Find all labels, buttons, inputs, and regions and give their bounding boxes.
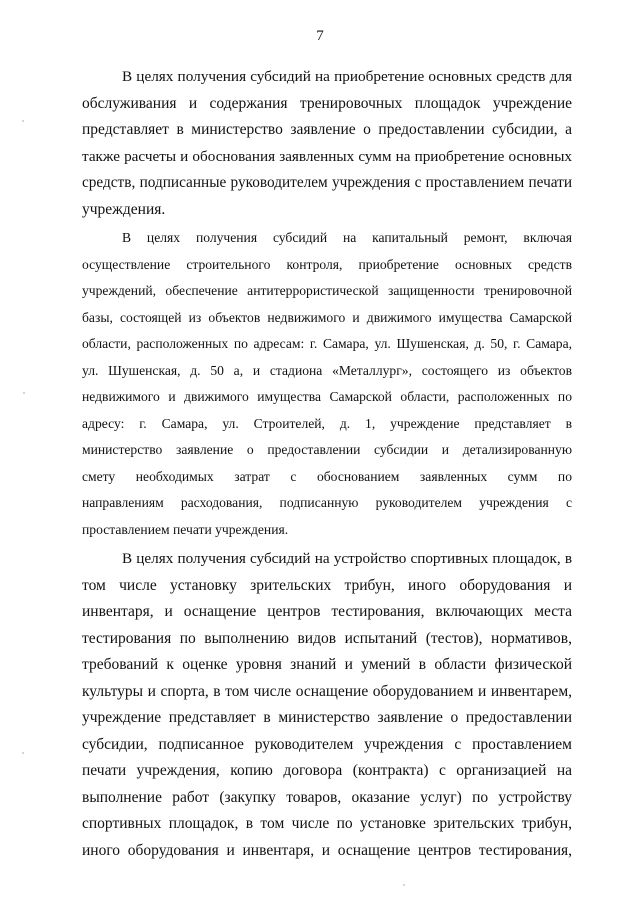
scan-speck [22, 120, 24, 122]
text-line: обслуживания и содержания тренировочных площадок учреждение [82, 94, 572, 112]
text-line: области, расположенных по адресам: г. Самара, ул. Шушенская, д. 50, г. Самара, [82, 336, 572, 351]
scan-speck [23, 392, 25, 394]
text-line: учреждение представляет в министерство заявление о предоставлении [82, 709, 572, 726]
text-line: субсидии, подписанное руководителем учреждения с проставлением [82, 735, 572, 753]
scan-speck [22, 752, 24, 754]
page-number: 7 [316, 28, 324, 44]
text-line: осуществление строительного контроля, приобретение основных средств [82, 256, 572, 272]
paragraph-fixed-assets [82, 64, 572, 223]
text-line: печати учреждения, копию договора (контракта) с организацией на [82, 762, 572, 779]
text-line: представляет в министерство заявление о предоставлении субсидии, а [82, 121, 572, 138]
text-line: культуры и спорта, в том числе оснащение оборудованием и инвентарем, [82, 682, 572, 700]
text-line: министерство заявление о предоставлении субсидии и детализированную [82, 442, 572, 457]
text-line: недвижимого и движимого имущества Самарской области, расположенных по [82, 389, 572, 404]
text-line: ул. Шушенская, д. 50 а, и стадиона «Металлург», состоящего из объектов [82, 362, 572, 378]
text-line: выполнение работ (закупку товаров, оказание услуг) по устройству [82, 788, 572, 806]
document-body [82, 64, 572, 864]
text-line: В целях получения субсидий на приобретение основных средств для [122, 68, 572, 85]
text-line: том числе установку зрительских трибун, иного оборудования и [82, 576, 572, 594]
text-line: иного оборудования и инвентаря, и оснащение центров тестирования, [82, 841, 572, 859]
text-line: направлениям расходования, подписанную руководителем учреждения с [82, 495, 572, 510]
text-line: требований к оценке уровня знаний и умений в области физической [82, 656, 572, 673]
paragraph-capital-repair [82, 225, 572, 543]
text-line: инвентаря, и оснащение центров тестирования, включающих места [82, 603, 572, 620]
text-line: В целях получения субсидий на капитальный ремонт, включая [122, 230, 572, 245]
text-line: адресу: г. Самара, ул. Строителей, д. 1, учреждение представляет в [82, 415, 572, 431]
text-line: базы, состоящей из объектов недвижимого и движимого имущества Самарской [82, 309, 572, 325]
text-line: смету необходимых затрат с обоснованием заявленных сумм по [82, 468, 572, 484]
text-line: В целях получения субсидий на устройство спортивных площадок, в [122, 550, 572, 567]
text-line: спортивных площадок, в том числе по установке зрительских трибун, [82, 815, 572, 832]
paragraph-sports-grounds [82, 546, 572, 864]
text-line: проставлением печати учреждения. [82, 521, 289, 537]
text-line: тестирования по выполнению видов испытаний (тестов), нормативов, [82, 629, 572, 647]
text-line: также расчеты и обоснования заявленных сумм на приобретение основных [82, 147, 572, 165]
text-line: средств, подписанные руководителем учреждения с проставлением печати [82, 174, 572, 191]
text-line: учреждений, обеспечение антитеррористической защищенности тренировочной [82, 283, 572, 298]
scan-speck [403, 884, 405, 886]
text-line: учреждения. [82, 200, 166, 218]
